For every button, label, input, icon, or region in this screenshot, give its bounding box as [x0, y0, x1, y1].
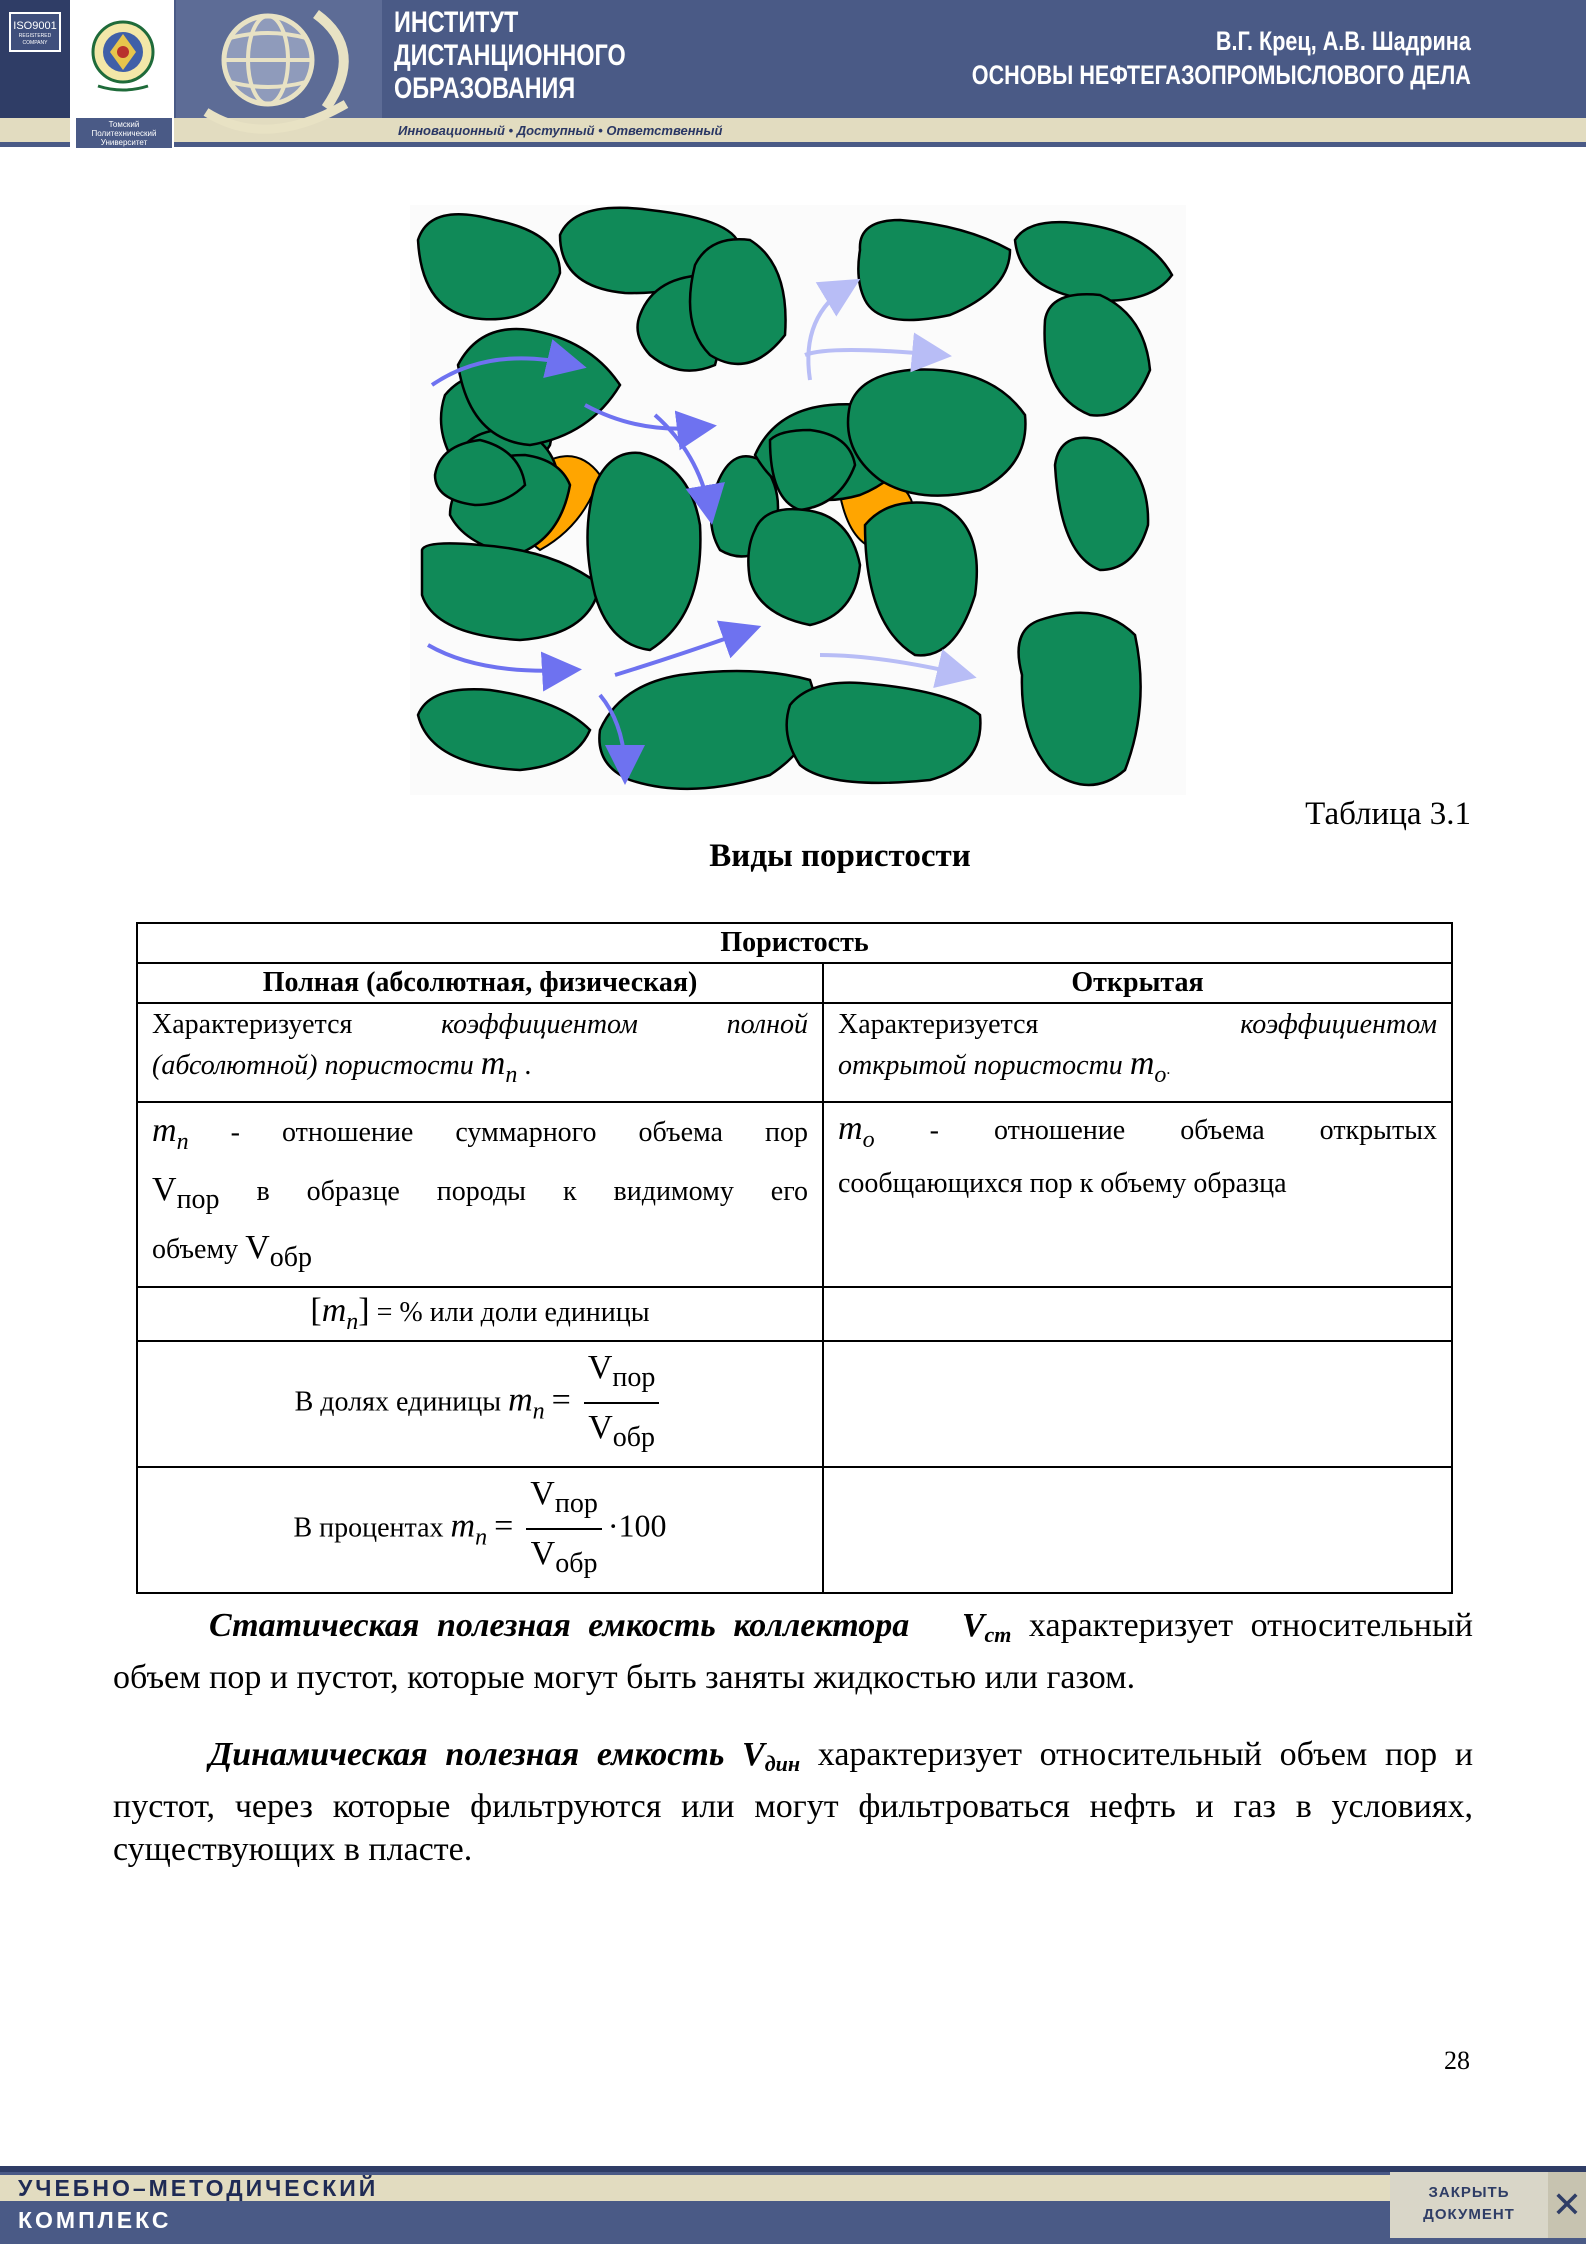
- university-emblem-icon: [88, 14, 158, 94]
- close-document-button[interactable]: [1390, 2172, 1548, 2238]
- symbol-sub-n: n: [532, 1398, 545, 1425]
- grain: [787, 683, 981, 783]
- institute-slogan: Инновационный • Доступный • Ответственный: [398, 123, 723, 138]
- book-authors: В.Г. Крец, А.В. Шадрина: [1216, 26, 1471, 56]
- term-dynamic-capacity: Динамическая полезная емкость: [209, 1736, 725, 1773]
- close-document-line-1: ЗАКРЫТЬ: [1428, 2184, 1510, 2201]
- symbol-m: m: [450, 1507, 476, 1545]
- symbol-sub-por: пор: [554, 1488, 598, 1519]
- footer-label: [18, 2172, 378, 2236]
- cell-open-definition: [823, 1102, 1452, 1287]
- iso-logo: [0, 0, 70, 118]
- text-fragment: - отношение объема открытых: [929, 1115, 1438, 1146]
- symbol-sub-st: ст: [984, 1622, 1012, 1647]
- fraction: [526, 1472, 602, 1588]
- grain: [1055, 438, 1148, 570]
- text-fragment: В долях единицы: [294, 1386, 502, 1418]
- symbol-sub-obr: обр: [555, 1548, 598, 1579]
- paragraph-text: характеризует относительный объем пор и пустот, через которые фильтруются или могут фильтроваться нефть и газ в условиях, существующих в пласте.: [113, 1736, 1474, 1868]
- grain: [748, 509, 860, 625]
- symbol-sub-obr: обр: [269, 1242, 312, 1273]
- text-fragment: - отношение суммарного объема пор: [230, 1117, 809, 1148]
- text-fragment: (абсолютной) пористости: [152, 1050, 474, 1081]
- flow-arrow: [428, 645, 570, 671]
- text-fragment: В процентах: [293, 1512, 444, 1544]
- grain: [858, 220, 1010, 320]
- text-fragment: Характеризуется: [152, 1009, 353, 1040]
- symbol-sub-por: пор: [176, 1184, 220, 1215]
- porosity-table: [136, 922, 1453, 1594]
- cell-full-description: Характеризуется коэффициентом полной (абсолютной) пористости mn .: [137, 1003, 823, 1102]
- institute-title: [394, 6, 626, 105]
- grain: [418, 689, 590, 770]
- institute-line-2: ДИСТАНЦИОННОГО: [394, 39, 626, 72]
- symbol-m: m: [321, 1292, 347, 1329]
- symbol-sub-din: дин: [764, 1751, 801, 1776]
- university-name: Томский Политехнический Университет: [76, 118, 172, 148]
- symbol-sub-o: o: [1154, 1062, 1167, 1088]
- table-row: [137, 1467, 1452, 1593]
- fraction-numerator: [584, 1346, 660, 1404]
- symbol-sub-obr: обр: [612, 1422, 655, 1453]
- footer-label-line-1: УЧЕБНО–МЕТОДИЧЕСКИЙ: [18, 2175, 379, 2201]
- flow-arrow: [808, 285, 850, 380]
- cell-full-definition: [137, 1102, 823, 1287]
- symbol-m: m: [1129, 1045, 1155, 1082]
- symbol-m: m: [508, 1381, 533, 1419]
- symbol-V: V: [530, 1475, 555, 1512]
- iso-label: ISO9001: [13, 20, 57, 32]
- paragraph-static-capacity: [113, 1604, 1473, 1699]
- grain: [690, 239, 786, 364]
- text-fragment: коэффициентом: [441, 1009, 638, 1040]
- fraction-numerator: [526, 1472, 602, 1530]
- paragraph-body: [113, 1604, 1473, 1699]
- grain: [1019, 613, 1141, 785]
- table-row: [137, 1287, 1452, 1341]
- cell-open-empty: [823, 1341, 1452, 1467]
- symbol-sub-n: n: [475, 1524, 488, 1551]
- close-icon[interactable]: ✕: [1548, 2172, 1586, 2238]
- symbol-V: V: [742, 1736, 765, 1773]
- column-header-open: Открытая: [823, 963, 1452, 1003]
- symbol-sub-n: n: [176, 1129, 189, 1155]
- table-row: [137, 1003, 1452, 1102]
- grain: [418, 214, 560, 319]
- text-fragment: открытой пористости: [838, 1050, 1123, 1081]
- symbol-V: V: [245, 1229, 270, 1266]
- symbol-sub-o: o: [862, 1127, 875, 1153]
- symbol-V: V: [961, 1607, 985, 1644]
- cell-full-units: [mn] = % или доли единицы: [137, 1287, 823, 1341]
- table-subheader-row: [137, 963, 1452, 1003]
- text-fragment: в образце породы к видимому его: [256, 1176, 809, 1207]
- flow-arrow: [805, 350, 940, 355]
- grain: [422, 543, 600, 640]
- paragraph-text: характеризует относительный объем пор и пустот, которые могут быть заняты жидкостью или газом.: [113, 1607, 1474, 1696]
- globe-icon: [176, 0, 382, 148]
- symbol-sub-n: n: [505, 1062, 518, 1088]
- table-header-main: Пористость: [137, 923, 1452, 963]
- book-title: ОСНОВЫ НЕФТЕГАЗОПРОМЫСЛОВОГО ДЕЛА: [971, 60, 1471, 90]
- grain: [1015, 222, 1172, 301]
- cell-open-empty: [823, 1287, 1452, 1341]
- text-fragment: коэффициентом: [1240, 1009, 1438, 1040]
- table-header-row: [137, 923, 1452, 963]
- iso-badge: [9, 12, 61, 52]
- table-title: Виды пористости: [709, 838, 971, 874]
- text-fragment: объему: [152, 1234, 239, 1265]
- book-authors-block: [972, 24, 1471, 92]
- porosity-figure: [410, 205, 1186, 795]
- text-fragment: = % или доли единицы: [376, 1297, 650, 1328]
- symbol-m: m: [480, 1045, 506, 1082]
- symbol-V: V: [588, 1409, 613, 1446]
- text-fragment: Характеризуется: [838, 1009, 1039, 1040]
- table-number: Таблица 3.1: [1305, 796, 1471, 832]
- multiplier: ·100: [607, 1507, 667, 1544]
- paragraph-dynamic-capacity: [113, 1733, 1473, 1871]
- footer-label-line-2: КОМПЛЕКС: [18, 2207, 172, 2233]
- grain: [599, 671, 815, 789]
- institute-line-3: ОБРАЗОВАНИЯ: [394, 72, 576, 105]
- grain: [865, 503, 977, 656]
- cell-full-percent-formula: В процентах mn = $\frac{\text{Vпор}}{\text{Vобр}}$ ·100: [137, 1467, 823, 1593]
- text-fragment: сообщающихся пор к объему образца: [838, 1168, 1287, 1199]
- column-header-full: Полная (абсолютная, физическая): [137, 963, 823, 1003]
- symbol-m: m: [152, 1112, 177, 1149]
- symbol-sub-por: пор: [612, 1362, 656, 1393]
- fraction: [584, 1346, 660, 1462]
- symbol-sub-n: n: [346, 1309, 359, 1335]
- fraction-denominator: [526, 1530, 602, 1588]
- institute-line-1: ИНСТИТУТ: [394, 6, 519, 39]
- table-row: [137, 1102, 1452, 1287]
- grain: [848, 370, 1025, 496]
- table-row: [137, 1341, 1452, 1467]
- text-fragment: полной: [726, 1009, 808, 1040]
- cell-open-empty: [823, 1467, 1452, 1593]
- grain: [588, 453, 701, 650]
- symbol-m: m: [838, 1110, 863, 1147]
- cell-full-fraction-formula: В долях единицы mn = $\frac{\text{Vпор}}{\text{Vобр}}$: [137, 1341, 823, 1467]
- page-number: 28: [1444, 2046, 1470, 2075]
- iso-sub: REGISTERED COMPANY: [18, 33, 52, 46]
- close-document-line-2: ДОКУМЕНТ: [1423, 2206, 1515, 2223]
- symbol-V: V: [587, 1349, 613, 1386]
- paragraph-body: [113, 1733, 1473, 1871]
- document-header: [0, 0, 1586, 148]
- term-static-capacity: Статическая полезная емкость коллектора: [209, 1607, 910, 1644]
- cell-open-description: Характеризуется коэффициентом открытой пористости mo.: [823, 1003, 1452, 1102]
- grain: [1045, 294, 1150, 415]
- flow-arrow: [820, 655, 965, 675]
- fraction-denominator: [584, 1404, 660, 1462]
- symbol-V: V: [530, 1535, 556, 1572]
- symbol-V: V: [152, 1171, 177, 1208]
